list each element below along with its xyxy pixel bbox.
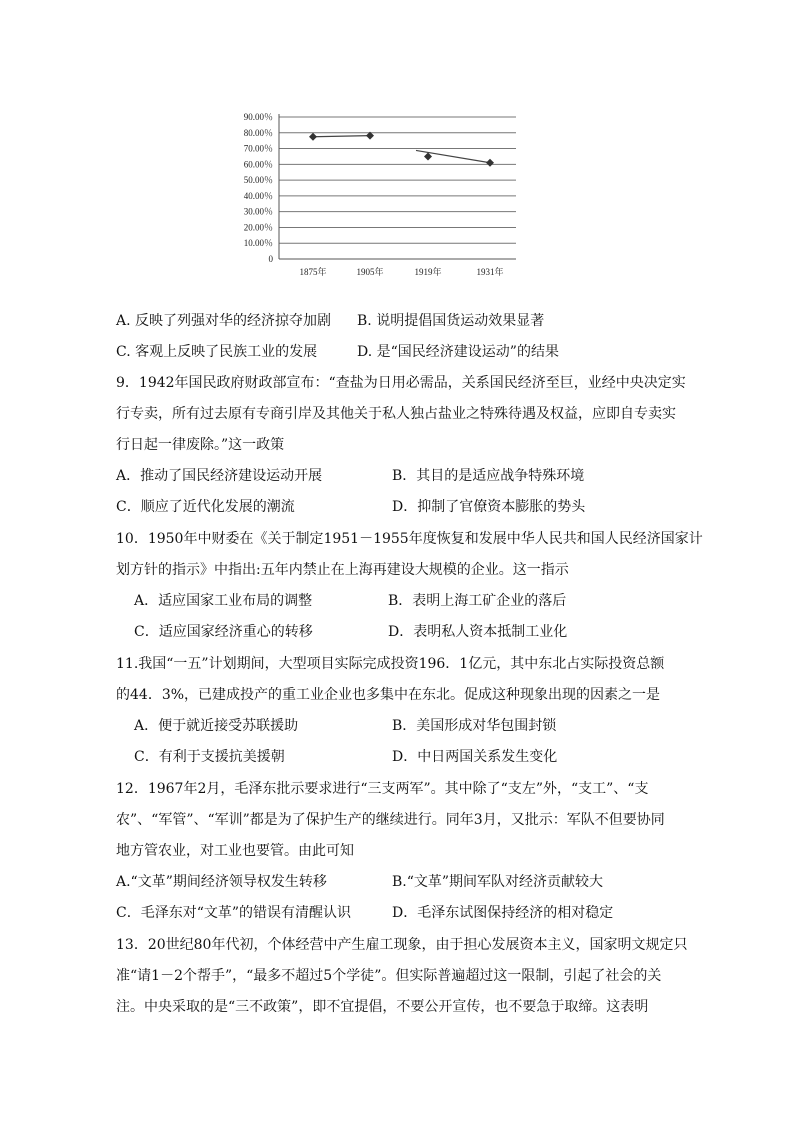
q11-option-d[interactable]: D．中日两国关系发生变化 (392, 749, 558, 765)
q9-option-b[interactable]: B．其目的是适应战争特殊环境 (392, 468, 585, 484)
x-tick-label: 1905年 (356, 267, 384, 277)
series-line (313, 136, 370, 137)
q10-option-b[interactable]: B．表明上海工矿企业的落后 (388, 593, 567, 609)
data-point (424, 152, 432, 160)
q8-option-c[interactable]: C. 客观上反映了民族工业的发展 (116, 344, 318, 360)
q9-option-c[interactable]: C．顺应了近代化发展的潮流 (116, 499, 295, 515)
q12-option-a[interactable]: A.“文革”期间经济领导权发生转移 (116, 874, 327, 890)
q9-option-d[interactable]: D．抑制了官僚资本膨胀的势头 (392, 499, 586, 515)
q10-stem-line-2: 划方针的指示》中指出:五年内禁止在上海再建设大规模的企业。这一指示 (116, 562, 569, 578)
data-point (309, 133, 317, 141)
y-tick-label: 0 (268, 254, 273, 264)
q12-stem-line-3: 地方管农业，对工业也要管。由此可知 (116, 843, 354, 859)
y-tick-label: 90.00％ (243, 112, 273, 122)
q11-option-b[interactable]: B．美国形成对华包围封锁 (392, 718, 557, 734)
y-tick-label: 70.00％ (243, 143, 273, 154)
y-tick-label: 30.00％ (243, 206, 273, 217)
q13-stem-line-1: 13．20世纪80年代初，个体经营中产生雇工现象，由于担心发展资本主义，国家明文规定只 (116, 937, 688, 953)
q9-stem-line-3: 行日起一律废除。”这一政策 (116, 437, 285, 453)
q10-option-d[interactable]: D．表明私人资本抵制工业化 (388, 624, 568, 640)
q9-option-a[interactable]: A．推动了国民经济建设运动开展 (116, 468, 323, 484)
q8-option-b[interactable]: B. 说明提倡国货运动效果显著 (357, 313, 545, 329)
q11-stem-line-1: 11.我国“一五”计划期间，大型项目实际完成投资196．1亿元，其中东北占实际投资总额 (116, 656, 665, 672)
x-tick-label: 1919年 (414, 267, 442, 277)
q11-option-c[interactable]: C．有利于支援抗美援朝 (134, 749, 285, 765)
q13-stem-line-3: 注。中央采取的是“三不政策”，即不宜提倡，不要公开宣传，也不要急于取缔。这表明 (116, 999, 649, 1015)
y-tick-label: 60.00％ (243, 159, 273, 170)
q10-stem-line-1: 10．1950年中财委在《关于制定1951－1955年度恢复和发展中华人民共和国人民经济国家计 (116, 531, 703, 547)
q11-option-a[interactable]: A．便于就近接受苏联援助 (134, 718, 299, 734)
q13-stem-line-2: 准“请1－2个帮手”，“最多不超过5个学徒”。但实际普遍超过这一限制，引起了社会的关 (116, 968, 662, 984)
q10-option-c[interactable]: C．适应国家经济重心的转移 (134, 624, 313, 640)
y-tick-label: 50.00％ (243, 175, 273, 186)
y-tick-label: 10.00％ (243, 238, 273, 249)
q11-stem-line-2: 的44．3%，已建成投产的重工业企业也多集中在东北。促成这种现象出现的因素之一是 (116, 687, 661, 703)
data-point (486, 159, 494, 167)
q12-stem-line-1: 12．1967年2月，毛泽东批示要求进行“三支两军”。其中除了“支左”外，“支工”、“支 (116, 781, 649, 797)
y-tick-label: 80.00％ (243, 127, 273, 138)
line-chart (236, 106, 526, 281)
q8-option-d[interactable]: D. 是“国民经济建设运动”的结果 (357, 344, 559, 360)
x-tick-label: 1875年 (299, 267, 327, 277)
q12-option-d[interactable]: D．毛泽东试图保持经济的相对稳定 (392, 905, 614, 921)
q9-stem-line-1: 9．1942年国民政府财政部宣布：“查盐为日用必需品，关系国民经济至巨，业经中央决定实 (116, 375, 686, 391)
q10-option-a[interactable]: A．适应国家工业布局的调整 (134, 593, 313, 609)
q12-stem-line-2: 农”、“军管”、“军训”都是为了保护生产的继续进行。同年3月，又批示：军队不但要协同 (116, 812, 665, 828)
q8-option-a[interactable]: A. 反映了列强对华的经济掠夺加剧 (116, 313, 332, 329)
q12-option-c[interactable]: C．毛泽东对“文革”的错误有清醒认识 (116, 905, 352, 921)
chart-svg (236, 106, 526, 281)
y-tick-label: 20.00％ (243, 222, 273, 233)
y-tick-label: 40.00％ (243, 190, 273, 201)
x-tick-label: 1931年 (476, 267, 504, 277)
q9-stem-line-2: 行专卖，所有过去原有专商引岸及其他关于私人独占盐业之特殊待遇及权益，应即自专卖实 (116, 406, 676, 422)
q12-option-b[interactable]: B.“文革”期间军队对经济贡献较大 (392, 874, 604, 890)
